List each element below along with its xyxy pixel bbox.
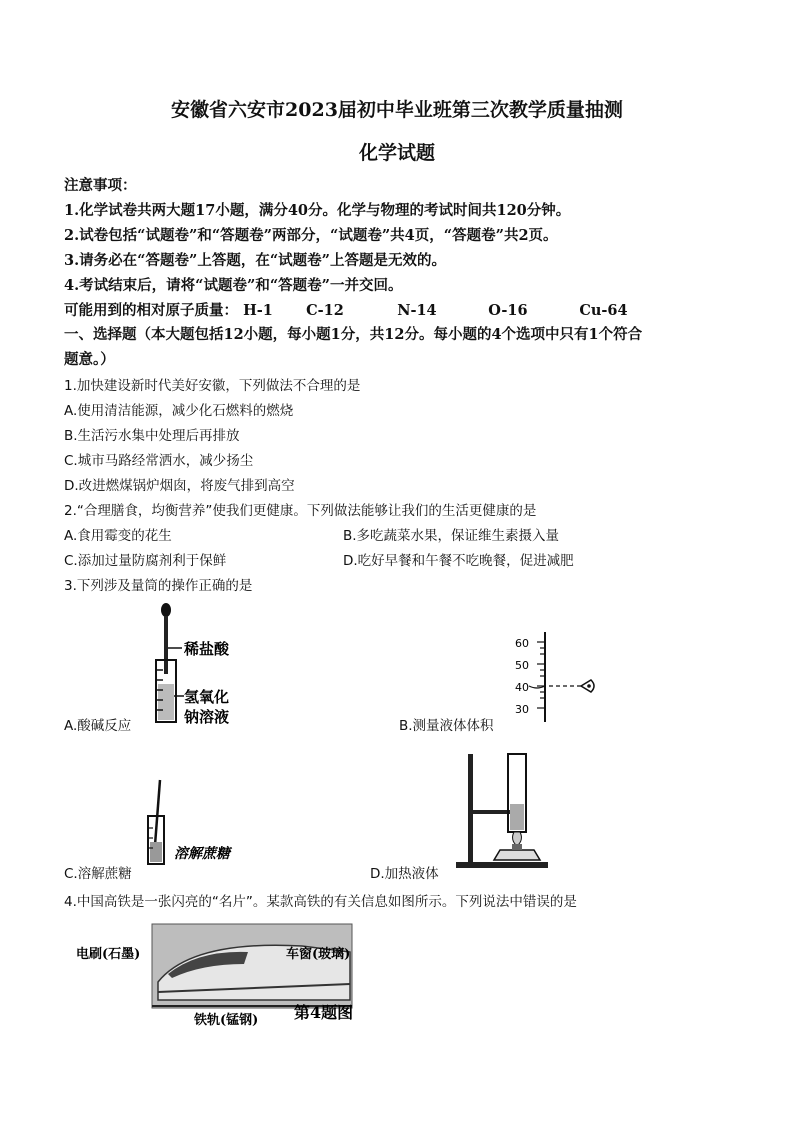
notice-item-3: 3.请务必在“答题卷”上答题，在“试题卷”上答题是无效的。 — [64, 252, 446, 269]
section1-heading: 一、选择题（本大题包括12小题，每小题1分，共12分。每小题的4个选项中只有1个符合 — [64, 326, 643, 343]
atomic-mass-label: 可能用到的相对原子质量： — [64, 302, 238, 319]
q4-stem: 4.中国高铁是一张闪亮的“名片”。某款高铁的有关信息如图所示。下列说法中错误的是 — [64, 894, 577, 910]
atomic-mass-o: O-16 — [488, 302, 528, 319]
notice-item-1: 1.化学试卷共两大题17小题，满分40分。化学与物理的考试时间共120分钟。 — [64, 202, 571, 219]
figure-caption: 第4题图 — [294, 1003, 354, 1022]
label-brush: 电刷(石墨) — [76, 947, 141, 962]
notice-item-2: 2.试卷包括“试题卷”和“答题卷”两部分，“试题卷”共4页，“答题卷”共2页。 — [64, 227, 558, 244]
q2-option-a: A.食用霉变的花生 — [64, 528, 172, 544]
label-hcl: 稀盐酸 — [184, 640, 230, 658]
alcohol-lamp — [494, 850, 540, 860]
q3-figure-a — [150, 600, 260, 730]
dropper-bulb — [161, 603, 171, 617]
label-rail: 铁轨(锰钢) — [194, 1013, 259, 1028]
q1-option-d: D.改进燃煤锅炉烟囱，将废气排到高空 — [64, 478, 295, 494]
tick-60: 60 — [515, 637, 529, 650]
q2-option-d: D.吃好早餐和午餐不吃晚餐，促进减肥 — [343, 553, 574, 569]
label-naoh-2: 钠溶液 — [184, 708, 230, 726]
cylinder-liquid — [510, 804, 524, 830]
q3-figure-d — [448, 748, 558, 870]
q2-option-b: B.多吃蔬菜水果，保证维生素摄入量 — [343, 528, 560, 544]
tick-50: 50 — [515, 659, 529, 672]
stand-rod — [468, 754, 473, 862]
paper-title: 安徽省六安市2023届初中毕业班第三次教学质量抽测 — [171, 99, 623, 121]
atomic-mass-line — [64, 299, 628, 320]
q3-figure-c — [140, 776, 270, 868]
q3-option-c: C.溶解蔗糖 — [64, 866, 132, 882]
label-dissolve: 溶解蔗糖 — [174, 846, 230, 862]
label-window: 车窗(玻璃) — [286, 947, 351, 962]
tick-30: 30 — [515, 703, 529, 716]
label-naoh-1: 氢氧化 — [184, 688, 230, 706]
q3-option-d: D.加热液体 — [370, 866, 439, 882]
q2-option-c: C.添加过量防腐剂利于保鲜 — [64, 553, 227, 569]
lamp-neck — [512, 844, 522, 850]
atomic-mass-h: H-1 — [243, 302, 273, 319]
q1-stem: 1.加快建设新时代美好安徽，下列做法不合理的是 — [64, 378, 361, 394]
atomic-mass-cu: Cu-64 — [579, 302, 628, 319]
q1-option-a: A.使用清洁能源，减少化石燃料的燃烧 — [64, 403, 294, 419]
flame-icon — [513, 832, 522, 846]
q4-figure — [72, 918, 392, 1030]
q1-option-b: B.生活污水集中处理后再排放 — [64, 428, 240, 444]
q3-figure-b — [505, 628, 605, 724]
q1-option-c: C.城市马路经常洒水，减少扬尘 — [64, 453, 254, 469]
q3-option-b: B.测量液体体积 — [399, 718, 494, 734]
atomic-mass-n: N-14 — [397, 302, 437, 319]
stand-base — [456, 862, 548, 868]
section1-heading-cont: 题意。） — [64, 351, 115, 368]
notice-heading: 注意事项： — [64, 177, 137, 194]
atomic-mass-c: C-12 — [306, 302, 344, 319]
q2-stem: 2.“合理膳食，均衡营养”使我们更健康。下列做法能够让我们的生活更健康的是 — [64, 503, 537, 519]
paper-subtitle: 化学试题 — [358, 142, 435, 164]
cylinder-liquid — [150, 842, 162, 862]
q3-option-a: A.酸碱反应 — [64, 718, 132, 734]
notice-item-4: 4.考试结束后，请将“试题卷”和“答题卷”一并交回。 — [64, 277, 403, 294]
scale-ticks — [537, 642, 545, 708]
dropper-tube — [164, 616, 168, 674]
q3-stem: 3.下列涉及量筒的操作正确的是 — [64, 578, 253, 594]
tick-40: 40 — [515, 681, 529, 694]
